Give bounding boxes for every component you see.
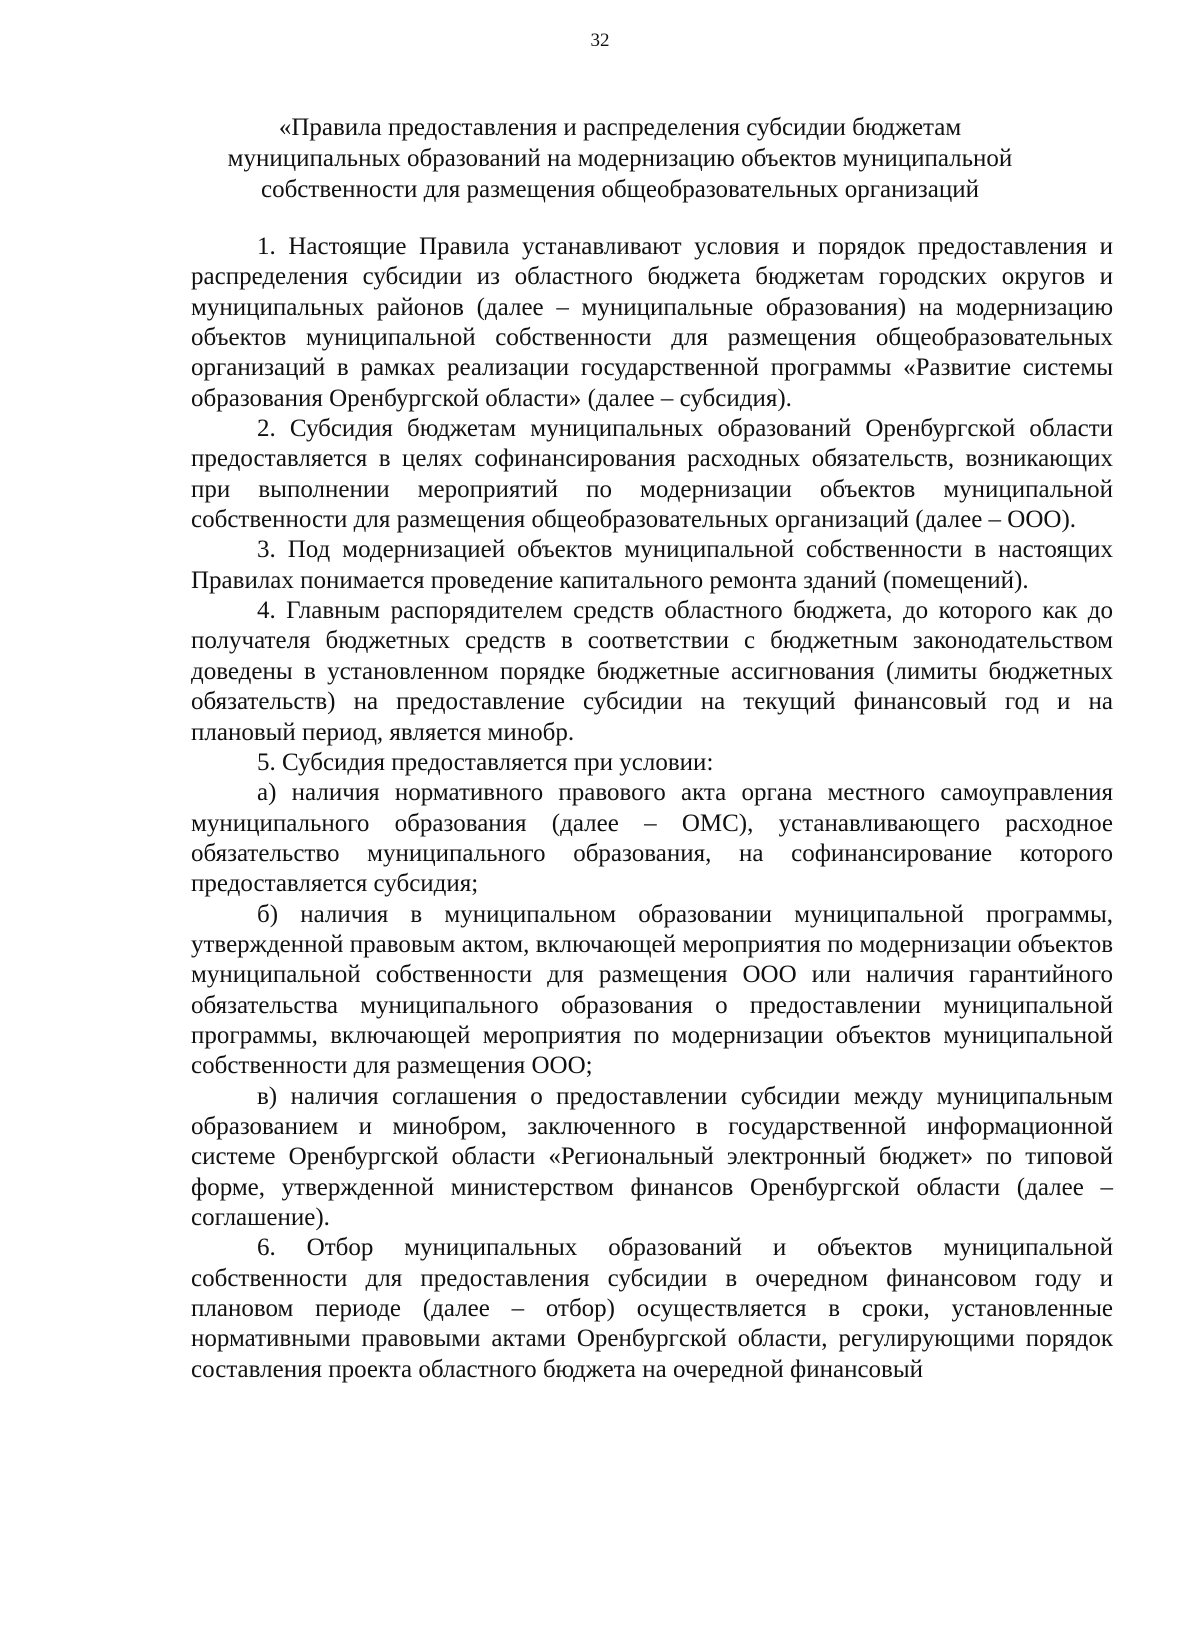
- page-number: 32: [590, 30, 610, 51]
- paragraph-5b: б) наличия в муниципальном образовании муниципальной программы, утвержденной правовым актом, включающей мероприятия по модернизации объектов муниципальной собственности для размещения ООО или наличия гарантийного обязательства муниципального образования о предоставлении муниципальной программы, включающей мероприятия по модернизации объектов муниципальной собственности для размещения ООО;: [191, 900, 1113, 1080]
- paragraph-3: 3. Под модернизацией объектов муниципальной собственности в настоящих Правилах понимается проведение капитального ремонта зданий (помещений).: [191, 536, 1113, 594]
- title-line: собственности для размещения общеобразовательных организаций: [260, 176, 980, 203]
- paragraph-4: 4. Главным распорядителем средств областного бюджета, до которого как до получателя бюджетных средств в соответствии с бюджетным законодательством доведены в установленном порядке бюджетные ассигнования (лимиты бюджетных обязательств) на предоставление субсидии на текущий финансовый год и на плановый период, является минобр.: [191, 597, 1113, 746]
- document-title: [150, 112, 1090, 205]
- title-line: «Правила предоставления и распределения субсидии бюджетам: [278, 114, 962, 141]
- paragraph-5a: а) наличия нормативного правового акта органа местного самоуправления муниципального образования (далее – ОМС), устанавливающего расходное обязательство муниципального образования, на софинансирование которого предоставляется субсидия;: [191, 779, 1113, 898]
- paragraph-1: 1. Настоящие Правила устанавливают условия и порядок предоставления и распределения субсидии из областного бюджета бюджетам городских округов и муниципальных районов (далее – муниципальные образования) на модернизацию объектов муниципальной собственности для размещения общеобразовательных организаций в рамках реализации государственной программы «Развитие системы образования Оренбургской области» (далее – субсидия).: [191, 233, 1113, 412]
- paragraph-5v: в) наличия соглашения о предоставлении субсидии между муниципальным образованием и минобром, заключенного в государственной информационной системе Оренбургской области «Региональный электронный бюджет» по типовой форме, утвержденной министерством финансов Оренбургской области (далее – соглашение).: [191, 1082, 1113, 1231]
- paragraph-6: 6. Отбор муниципальных образований и объектов муниципальной собственности для предоставления субсидии в очередном финансовом году и плановом периоде (далее – отбор) осуществляется в сроки, установленные нормативными правовыми актами Оренбургской области, регулирующими порядок составления проекта областного бюджета на очередной финансовый: [191, 1234, 1113, 1383]
- paragraph-2: 2. Субсидия бюджетам муниципальных образований Оренбургской области предоставляется в целях софинансирования расходных обязательств, возникающих при выполнении мероприятий по модернизации объектов муниципальной собственности для размещения общеобразовательных организаций (далее – ООО).: [191, 415, 1113, 534]
- paragraph-5: 5. Субсидия предоставляется при условии:: [257, 748, 714, 776]
- title-line: муниципальных образований на модернизацию объектов муниципальной: [227, 145, 1013, 172]
- document-body: [191, 232, 1113, 1385]
